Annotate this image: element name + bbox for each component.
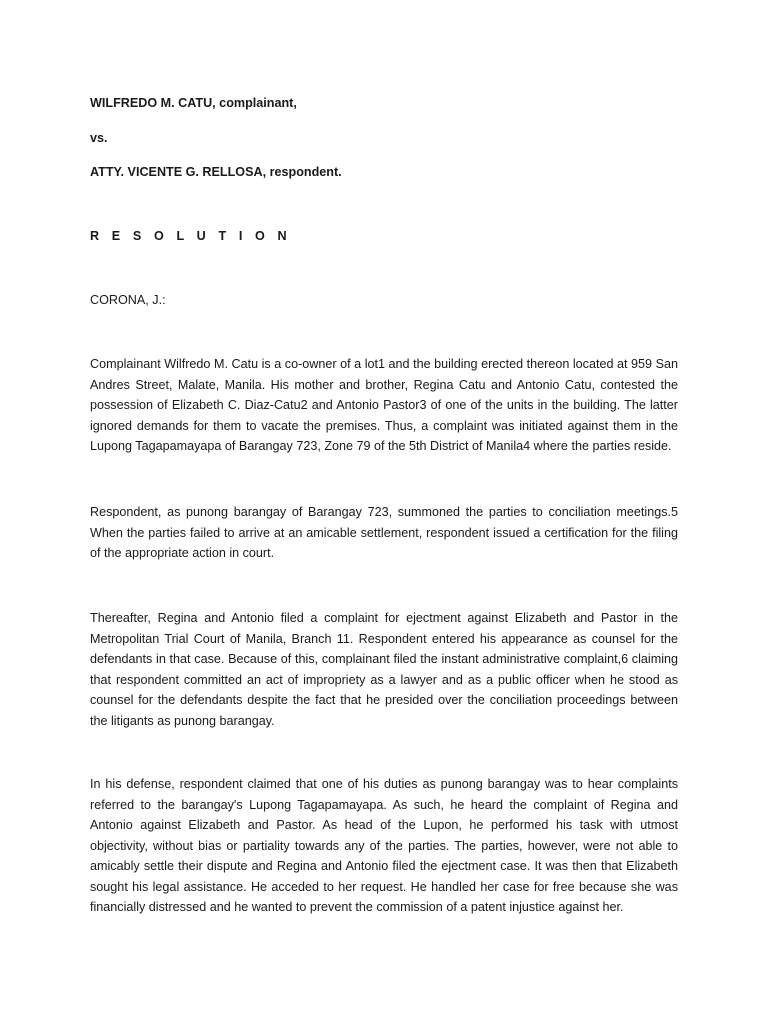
body-paragraph-2: Respondent, as punong barangay of Barangay 723, summoned the parties to conciliation meetings.5 When the parties failed to arrive at an amicable settlement, respondent issued a certification for the filing of the appropriate action in court.	[90, 505, 678, 560]
ponente-line: CORONA, J.:	[90, 293, 166, 307]
body-paragraph-1: Complainant Wilfredo M. Catu is a co-owner of a lot1 and the building erected thereon located at 959 San Andres Street, Malate, Manila. His mother and brother, Regina Catu and Antonio Catu, contested the possession of Elizabeth C. Diaz-Catu2 and Antonio Pastor3 of one of the units in the building. The latter ignored demands for them to vacate the premises. Thus, a complaint was initiated against them in the Lupong Tagapamayapa of Barangay 723, Zone 79 of the 5th District of Manila4 where the parties reside.	[90, 357, 678, 453]
case-caption-respondent: ATTY. VICENTE G. RELLOSA, respondent.	[90, 165, 342, 179]
body-paragraph-4: In his defense, respondent claimed that one of his duties as punong barangay was to hear complaints referred to the barangay's Lupong Tagapamayapa. As such, he heard the complaint of Regina and Antonio against Elizabeth and Pastor. As head of the Lupon, he performed his task with utmost objectivity, without bias or partiality towards any of the parties. The parties, however, were not able to amicably settle their dispute and Regina and Antonio filed the ejectment case. It was then that Elizabeth sought his legal assistance. He acceded to her request. He handled her case for free because she was financially distressed and he wanted to prevent the commission of a patent injustice against her.	[90, 777, 678, 914]
case-caption-versus: vs.	[90, 131, 108, 145]
case-caption-complainant: WILFREDO M. CATU, complainant,	[90, 96, 297, 110]
body-paragraph-3: Thereafter, Regina and Antonio filed a complaint for ejectment against Elizabeth and Pastor in the Metropolitan Trial Court of Manila, Branch 11. Respondent entered his appearance as counsel for the defendants in that case. Because of this, complainant filed the instant administrative complaint,6 claiming that respondent committed an act of impropriety as a lawyer and as a public officer when he stood as counsel for the defendants despite the fact that he presided over the conciliation proceedings between the litigants as punong barangay.	[90, 611, 678, 728]
document-title: R E S O L U T I O N	[90, 229, 292, 243]
